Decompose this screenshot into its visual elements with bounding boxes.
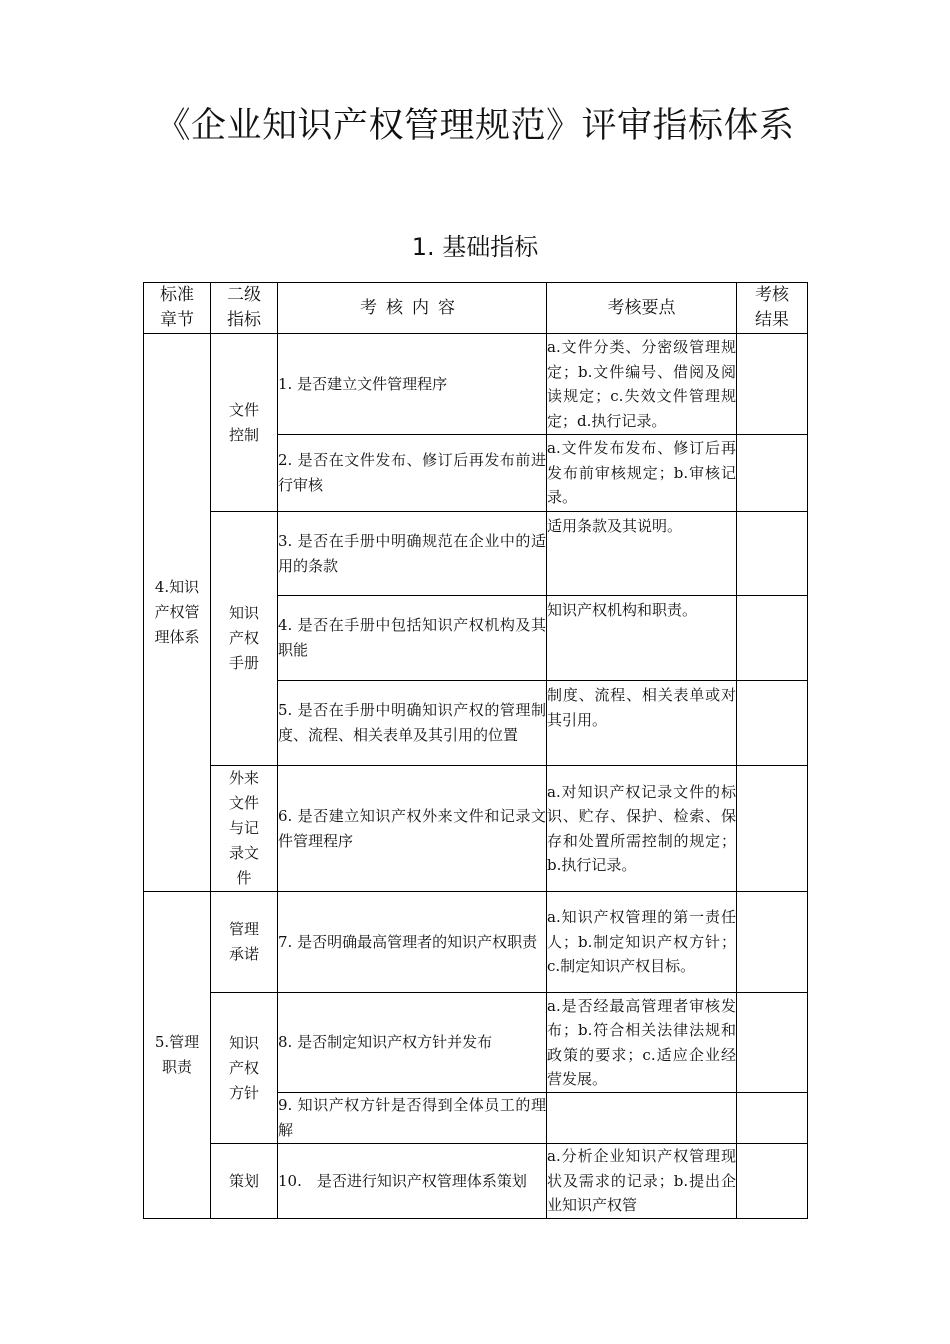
subindex-cell: 知识产权方针 [211,993,278,1144]
table-row [144,892,808,993]
result-cell[interactable] [737,435,808,512]
subindex-cell: 知识产权手册 [211,512,278,766]
points-cell: a.分析企业知识产权管理现状及需求的记录；b.提出企业知识产权管 [547,1144,737,1219]
content-cell: 8. 是否制定知识产权方针并发布 [278,993,547,1093]
points-cell: 适用条款及其说明。 [547,512,737,596]
result-cell[interactable] [737,512,808,596]
subindex-cell: 文件控制 [211,334,278,512]
section-cell: 5.管理职责 [144,892,211,1219]
table-right-edge-line [807,282,808,1217]
header-subindex: 二级指标 [211,283,278,334]
points-cell: a.知识产权管理的第一责任人；b.制定知识产权方针；c.制定知识产权目标。 [547,892,737,993]
points-cell: 知识产权机构和职责。 [547,596,737,681]
section-title: 1. 基础指标 [411,233,539,261]
points-cell: a.对知识产权记录文件的标识、贮存、保护、检索、保存和处置所需控制的规定；b.执行记录。 [547,766,737,892]
content-cell: 5. 是否在手册中明确知识产权的管理制度、流程、相关表单及其引用的位置 [278,681,547,766]
document-title: 《企业知识产权管理规范》评审指标体系 [155,106,795,146]
header-result: 考核结果 [737,283,808,334]
subindex-cell: 策划 [211,1144,278,1219]
result-cell[interactable] [737,766,808,892]
section-cell: 4.知识产权管理体系 [144,334,211,892]
points-cell: 制度、流程、相关表单或对其引用。 [547,681,737,766]
header-section: 标准章节 [144,283,211,334]
result-cell[interactable] [737,1093,808,1144]
table-row [144,512,808,596]
result-cell[interactable] [737,334,808,435]
result-cell[interactable] [737,993,808,1093]
table-row [144,993,808,1093]
table-row [144,1144,808,1219]
result-cell[interactable] [737,1144,808,1219]
result-cell[interactable] [737,596,808,681]
points-cell [547,1093,737,1144]
table-row [144,766,808,892]
header-points: 考核要点 [547,283,737,334]
points-cell: a.文件分类、分密级管理规定；b.文件编号、借阅及阅读规定；c.失效文件管理规定；d.执行记录。 [547,334,737,435]
indicator-table [143,282,808,1219]
subindex-cell: 外来文件与记录文件 [211,766,278,892]
result-cell[interactable] [737,892,808,993]
content-cell: 10. 是否进行知识产权管理体系策划 [278,1144,547,1219]
content-cell: 4. 是否在手册中包括知识产权机构及其职能 [278,596,547,681]
content-cell: 2. 是否在文件发布、修订后再发布前进行审核 [278,435,547,512]
content-cell: 9. 知识产权方针是否得到全体员工的理解 [278,1093,547,1144]
result-cell[interactable] [737,681,808,766]
table-header-row [144,283,808,334]
table-row [144,334,808,435]
content-cell: 3. 是否在手册中明确规范在企业中的适用的条款 [278,512,547,596]
content-cell: 7. 是否明确最高管理者的知识产权职责 [278,892,547,993]
header-content: 考核内容 [278,283,547,334]
content-cell: 1. 是否建立文件管理程序 [278,334,547,435]
points-cell: a.文件发布发布、修订后再发布前审核规定；b.审核记录。 [547,435,737,512]
content-cell: 6. 是否建立知识产权外来文件和记录文件管理程序 [278,766,547,892]
subindex-cell: 管理承诺 [211,892,278,993]
points-cell: a.是否经最高管理者审核发布；b.符合相关法律法规和政策的要求；c.适应企业经营发展。 [547,993,737,1093]
